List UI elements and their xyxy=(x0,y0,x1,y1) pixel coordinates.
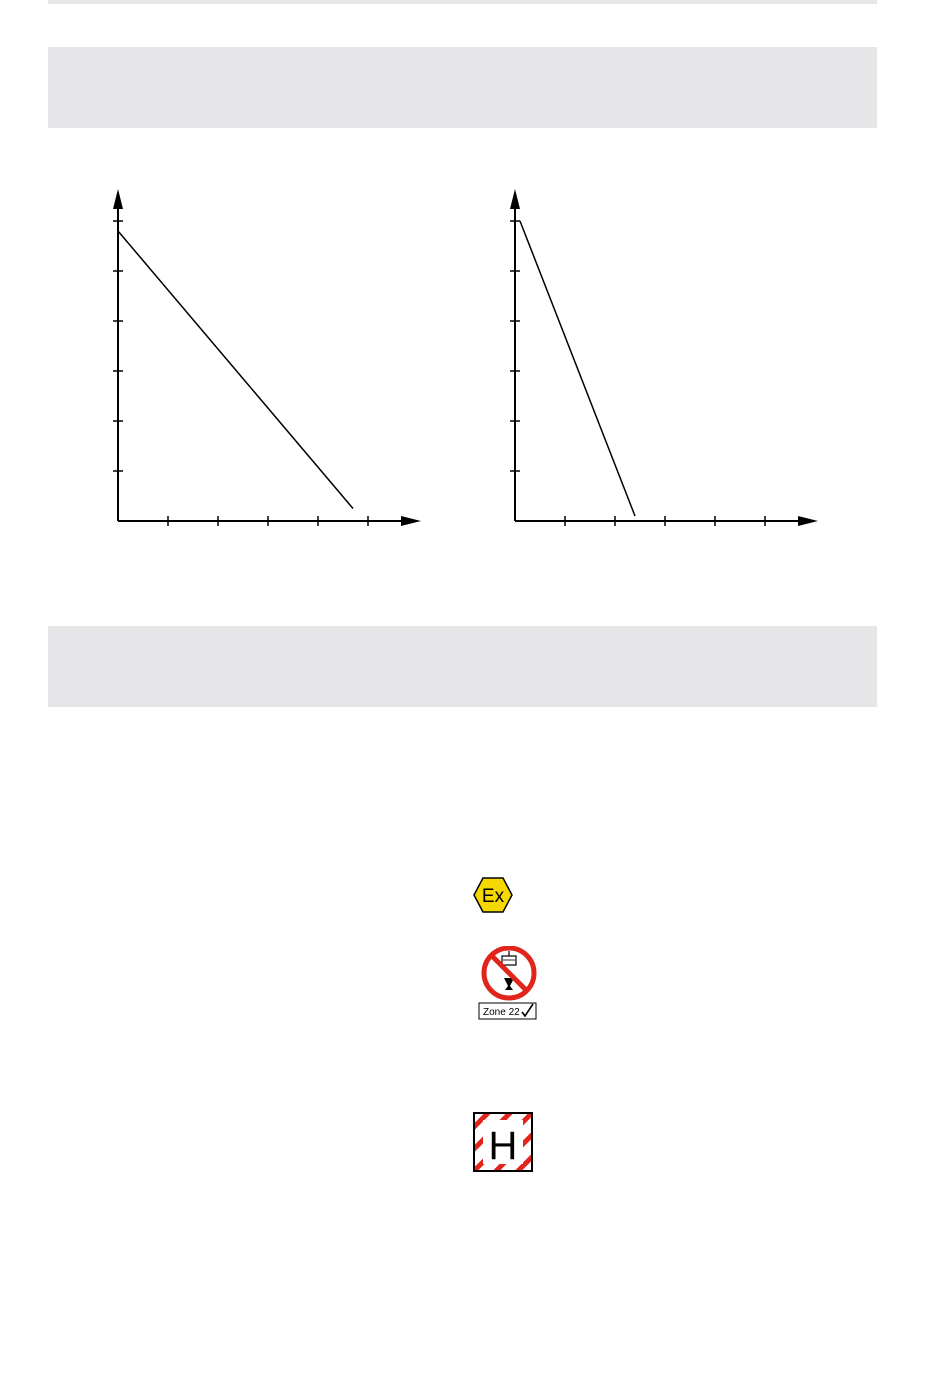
top-rule xyxy=(48,0,877,4)
x-axis-arrow xyxy=(798,516,818,526)
series-line xyxy=(520,221,635,516)
header-band xyxy=(48,47,877,128)
no-dust-zone-icon xyxy=(478,946,542,1024)
hazard-h-icon xyxy=(473,1112,533,1172)
chart-right xyxy=(492,185,827,535)
x-axis-arrow xyxy=(401,516,421,526)
y-axis-arrow xyxy=(113,189,123,209)
series-line xyxy=(118,231,353,509)
chart-left xyxy=(95,185,430,535)
zone-label: Zone 22 xyxy=(483,1007,520,1018)
hazard-h-letter: H xyxy=(488,1124,518,1168)
section-band xyxy=(48,626,877,707)
atex-ex-icon xyxy=(473,877,513,913)
ex-label: Ex xyxy=(481,886,505,907)
y-axis-arrow xyxy=(510,189,520,209)
